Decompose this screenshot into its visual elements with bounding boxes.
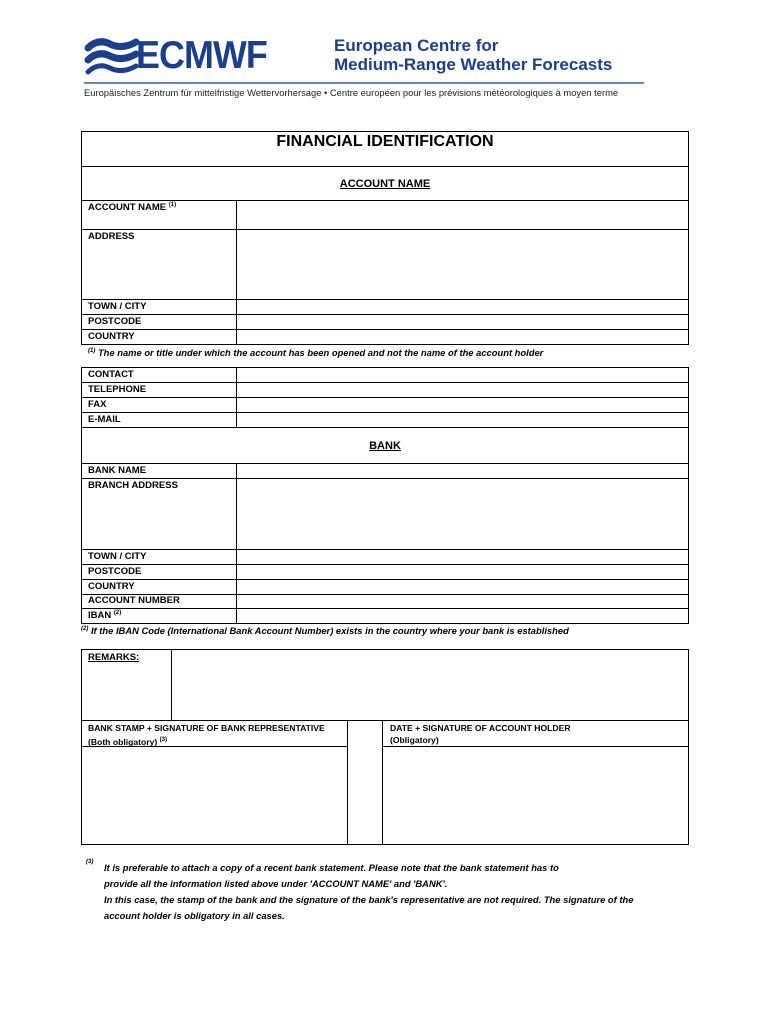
- footnote-3: It is preferable to attach a copy of a recent bank statement. Please note that the bank statement has to provide all the information listed above under 'ACCOUNT NAME' and 'BANK'. In this case, the stamp of the bank and the signature of the bank's representative are not required. The signature of the account holder is obligatory in all cases.: [104, 862, 634, 921]
- divider: [81, 720, 689, 721]
- fax-label: FAX: [88, 399, 107, 410]
- iban-field[interactable]: [237, 609, 688, 623]
- header-rule: [84, 82, 644, 84]
- letterhead: [84, 34, 644, 98]
- email-label: E-MAIL: [88, 414, 121, 425]
- contact-field[interactable]: [237, 368, 688, 381]
- form-title: FINANCIAL IDENTIFICATION: [276, 133, 494, 150]
- bank-town-city-field[interactable]: [237, 550, 688, 563]
- org-subline: Europäisches Zentrum für mittelfristige Wettervorhersage • Centre européen pour les prévisions météorologiques à moyen terme: [84, 87, 619, 98]
- footnote-3-ref: (3): [86, 859, 94, 865]
- telephone-field[interactable]: [237, 383, 688, 396]
- bank-postcode-field[interactable]: [237, 565, 688, 578]
- bank-name-label: BANK NAME: [88, 465, 147, 476]
- fax-field[interactable]: [237, 398, 688, 411]
- bank-stamp-label: BANK STAMP + SIGNATURE OF BANK REPRESENTATIVE (Both obligatory) $^{(3)}$: [88, 723, 325, 747]
- org-name-line2: Medium-Range Weather Forecasts: [334, 55, 613, 74]
- footnote-1: $^{(1)}$ The name or title under which the account has been opened and not the name of the account holder: [88, 347, 544, 358]
- bank-country-field[interactable]: [237, 580, 688, 593]
- bank-town-city-label: TOWN / CITY: [88, 551, 147, 562]
- town-city-label: TOWN / CITY: [88, 301, 147, 312]
- holder-signature-label: DATE + SIGNATURE OF ACCOUNT HOLDER (Obligatory): [390, 723, 571, 745]
- country-label: COUNTRY: [88, 331, 135, 342]
- divider: [81, 166, 689, 167]
- town-city-field[interactable]: [237, 300, 688, 313]
- address-field[interactable]: [237, 230, 688, 298]
- postcode-label: POSTCODE: [88, 316, 142, 327]
- postcode-field[interactable]: [237, 315, 688, 328]
- address-label: ADDRESS: [88, 231, 135, 242]
- bank-stamp-area[interactable]: [82, 747, 346, 844]
- bank-name-field[interactable]: [237, 464, 688, 477]
- account-number-field[interactable]: [237, 595, 688, 607]
- organisation-name: [334, 36, 612, 74]
- bank-section-title: BANK: [369, 440, 401, 452]
- footnote-ref: (2): [113, 610, 122, 616]
- footnote-ref: (1): [168, 202, 177, 208]
- bank-country-label: COUNTRY: [88, 581, 135, 592]
- iban-label: IBAN $^{(2)}$: [88, 610, 122, 621]
- telephone-label: TELEPHONE: [88, 384, 147, 395]
- account-name-field[interactable]: [237, 201, 688, 228]
- account-section-title: ACCOUNT NAME: [339, 178, 431, 190]
- org-name-line1: European Centre for: [334, 36, 499, 55]
- contact-label: CONTACT: [88, 369, 134, 380]
- bank-postcode-label: POSTCODE: [88, 566, 142, 577]
- footnote-2: $^{(2)}$ If the IBAN Code (International Bank Account Number) exists in the country where your bank is established: [81, 625, 569, 636]
- remarks-label: REMARKS:: [88, 652, 140, 663]
- country-field[interactable]: [237, 330, 688, 343]
- remarks-field[interactable]: [172, 650, 688, 719]
- column-divider: [347, 720, 348, 845]
- email-field[interactable]: [237, 413, 688, 426]
- holder-signature-area[interactable]: [383, 747, 688, 844]
- footnote-ref: (3): [159, 737, 167, 743]
- logo-wordmark: ECMWF: [136, 34, 267, 77]
- ecmwf-swirl-logo-icon: [84, 34, 140, 78]
- divider: [81, 427, 689, 428]
- account-name-label: ACCOUNT NAME $^{(1)}$: [88, 202, 177, 213]
- branch-address-field[interactable]: [237, 479, 688, 548]
- branch-address-label: BRANCH ADDRESS: [88, 480, 178, 491]
- account-number-label: ACCOUNT NUMBER: [88, 595, 180, 606]
